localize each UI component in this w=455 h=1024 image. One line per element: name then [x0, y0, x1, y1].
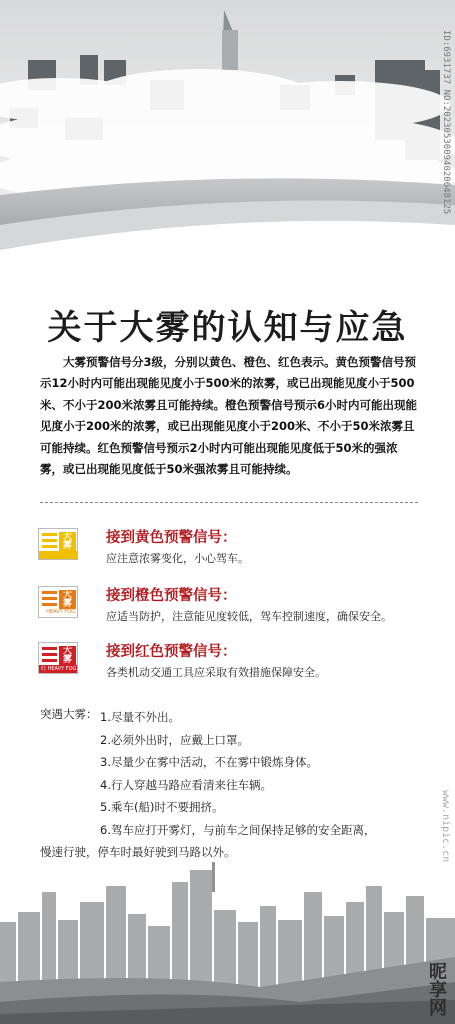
intro-paragraph: 大雾预警信号分3级，分别以黄色、橙色、红色表示。黄色预警信号预示12小时内可能出现能见度小于500米的浓雾，或已出现能见度小于500米、不小于200米浓雾且可能持续。橙色预警信号预示6小时内可能出现能见度小于200米的浓雾，或已出现能见度小于200米、不小于50米浓雾且可能持续。红色预警信号预示2小时内可能出现能见度低于50米的强浓雾，或已出现能见度低于50米强浓雾且可能持续。 — [40, 355, 418, 477]
brand-logo: 昵享网 — [426, 962, 447, 1016]
watermark-id: ID:6931737 NO:20230530094020648125 — [441, 30, 451, 215]
divider — [40, 502, 418, 503]
signal-red — [38, 640, 428, 700]
tips-label: 突遇大雾： — [40, 707, 98, 721]
signal-heading: 接到黄色预警信号： — [106, 530, 237, 546]
watermark-url: www.nipic.cn — [440, 790, 451, 863]
signal-detail: 应注意浓雾变化，小心驾车。 — [106, 552, 249, 565]
signal-detail: 各类机动交通工具应采取有效措施保障安全。 — [106, 666, 326, 679]
list-item: 5.乘车(船)时不要拥挤。 — [100, 800, 224, 814]
list-item: 3.尽量少在雾中活动，不在雾中锻炼身体。 — [100, 755, 318, 769]
list-item: 4.行人穿越马路应看清来往车辆。 — [100, 777, 272, 792]
list-item: 6.驾车应打开雾灯，与前车之间保持足够的安全距离， — [100, 822, 376, 837]
red-fog-badge-icon: 大雾 红 HEAVY FOG — [38, 642, 78, 674]
city-skyline-image — [0, 862, 455, 1024]
signal-orange — [38, 584, 428, 644]
orange-fog-badge-icon: 大雾 HEAVY FOG — [38, 586, 78, 618]
signal-heading: 接到橙色预警信号： — [106, 588, 237, 604]
list-item: 1.尽量不外出。 — [100, 710, 180, 724]
yellow-fog-badge-icon: 大雾 — [38, 528, 78, 560]
list-item: 2.必须外出时，应戴上口罩。 — [100, 732, 249, 747]
hero-fog-city-image — [0, 0, 455, 270]
signal-detail: 应适当防护，注意能见度较低，驾车控制速度，确保安全。 — [106, 610, 392, 623]
list-item: 慢速行驶，停车时最好驶到马路以外。 — [40, 845, 236, 859]
page-title: 关于大雾的认知与应急 — [47, 308, 408, 348]
signal-yellow — [38, 526, 428, 586]
signal-heading: 接到红色预警信号： — [106, 644, 237, 660]
